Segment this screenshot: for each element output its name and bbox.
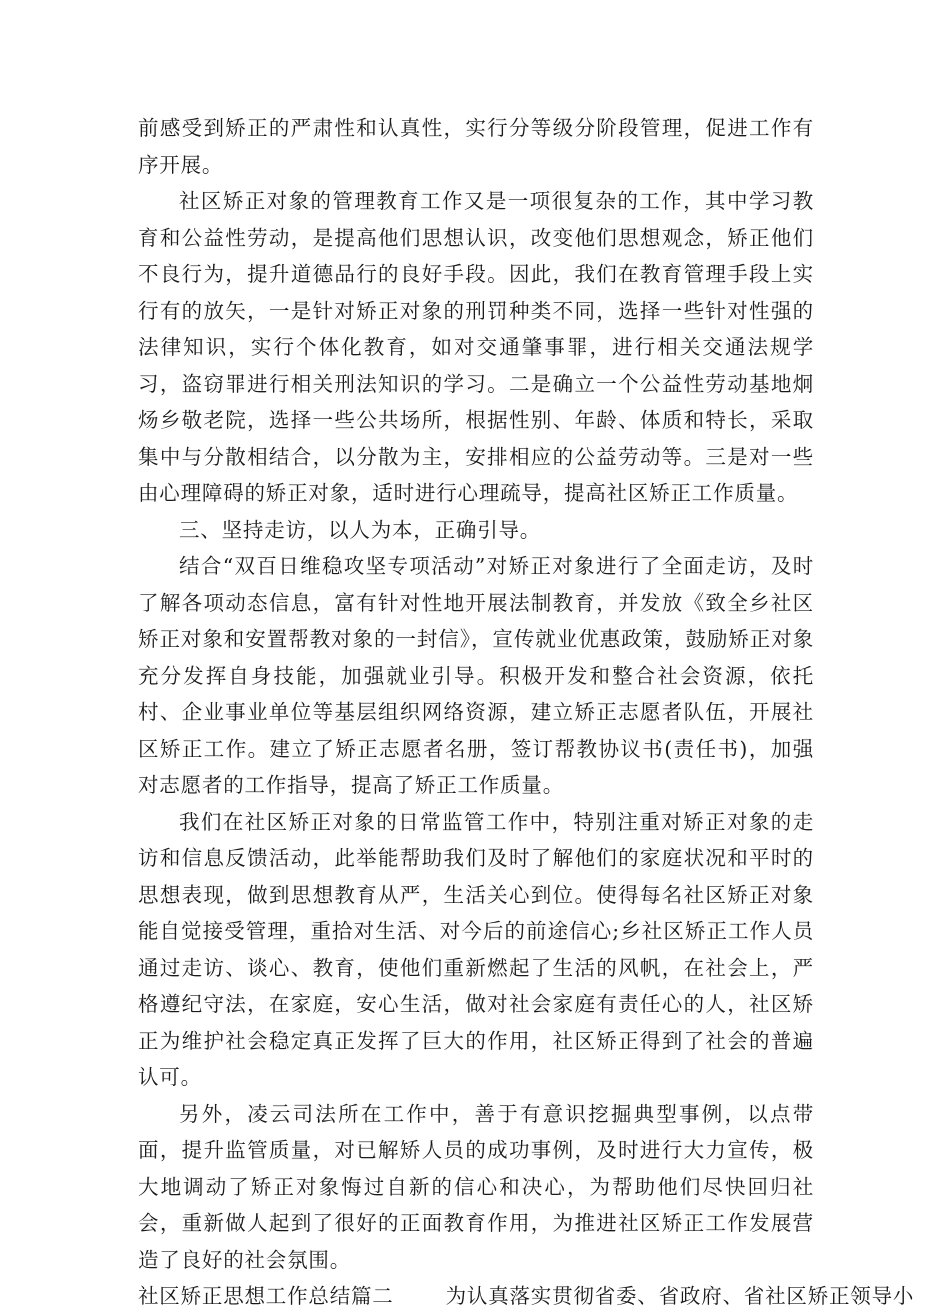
paragraph-5: 我们在社区矫正对象的日常监管工作中，特别注重对矫正对象的走访和信息反馈活动，此举能帮助我们及时了解他们的家庭状况和平时的思想表现，做到思想教育从严，生活关心到位。使得每名社区矫正对象能自觉接受管理，重拾对生活、对今后的前途信心;乡社区矫正工作人员通过走访、谈心、教育，使他们重新燃起了生活的风帆，在社会上，严格遵纪守法，在家庭，安心生活，做对社会家庭有责任心的人，社区矫正为维护社会稳定真正发挥了巨大的作用，社区矫正得到了社会的普遍认可。 [138, 809, 814, 1089]
section-line [138, 1278, 915, 1315]
paragraph-3-heading: 三、坚持走访，以人为本，正确引导。 [179, 517, 542, 542]
paragraph-1: 前感受到矫正的严肃性和认真性，实行分等级分阶段管理，促进工作有序开展。 [138, 116, 814, 177]
section-start: 为认真落实贯彻省委、省政府、省社区矫正领导小 [445, 1284, 915, 1308]
paragraph-4: 结合“双百日维稳攻坚专项活动”对矫正对象进行了全面走访，及时了解各项动态信息，富有针对性地开展法制教育，并发放《致全乡社区矫正对象和安置帮教对象的一封信》，宣传就业优惠政策，鼓励矫正对象充分发挥自身技能，加强就业引导。积极开发和整合社会资源，依托村、企业事业单位等基层组织网络资源，建立矫正志愿者队伍，开展社区矫正工作。建立了矫正志愿者名册，签订帮教协议书(责任书)，加强对志愿者的工作指导，提高了矫正工作质量。 [138, 554, 814, 797]
paragraph-2: 社区矫正对象的管理教育工作又是一项很复杂的工作，其中学习教育和公益性劳动，是提高他们思想认识，改变他们思想观念，矫正他们不良行为，提升道德品行的良好手段。因此，我们在教育管理手段上实行有的放矢，一是针对矫正对象的刑罚种类不同，选择一些针对性强的法律知识，实行个体化教育，如对交通肇事罪，进行相关交通法规学习，盗窃罪进行相关刑法知识的学习。二是确立一个公益性劳动基地炯炀乡敬老院，选择一些公共场所，根据性别、年龄、体质和特长，采取集中与分散相结合，以分散为主，安排相应的公益劳动等。三是对一些由心理障碍的矫正对象，适时进行心理疏导，提高社区矫正工作质量。 [138, 189, 814, 505]
document-body [138, 110, 915, 1315]
section-heading: 社区矫正思想工作总结篇二 [138, 1284, 394, 1308]
paragraph-6: 另外，凌云司法所在工作中，善于有意识挖掘典型事例，以点带面，提升监管质量，对已解矫人员的成功事例，及时进行大力宣传，极大地调动了矫正对象悔过自新的信心和决心，为帮助他们尽快回归社会，重新做人起到了很好的正面教育作用，为推进社区矫正工作发展营造了良好的社会氛围。 [138, 1101, 814, 1272]
